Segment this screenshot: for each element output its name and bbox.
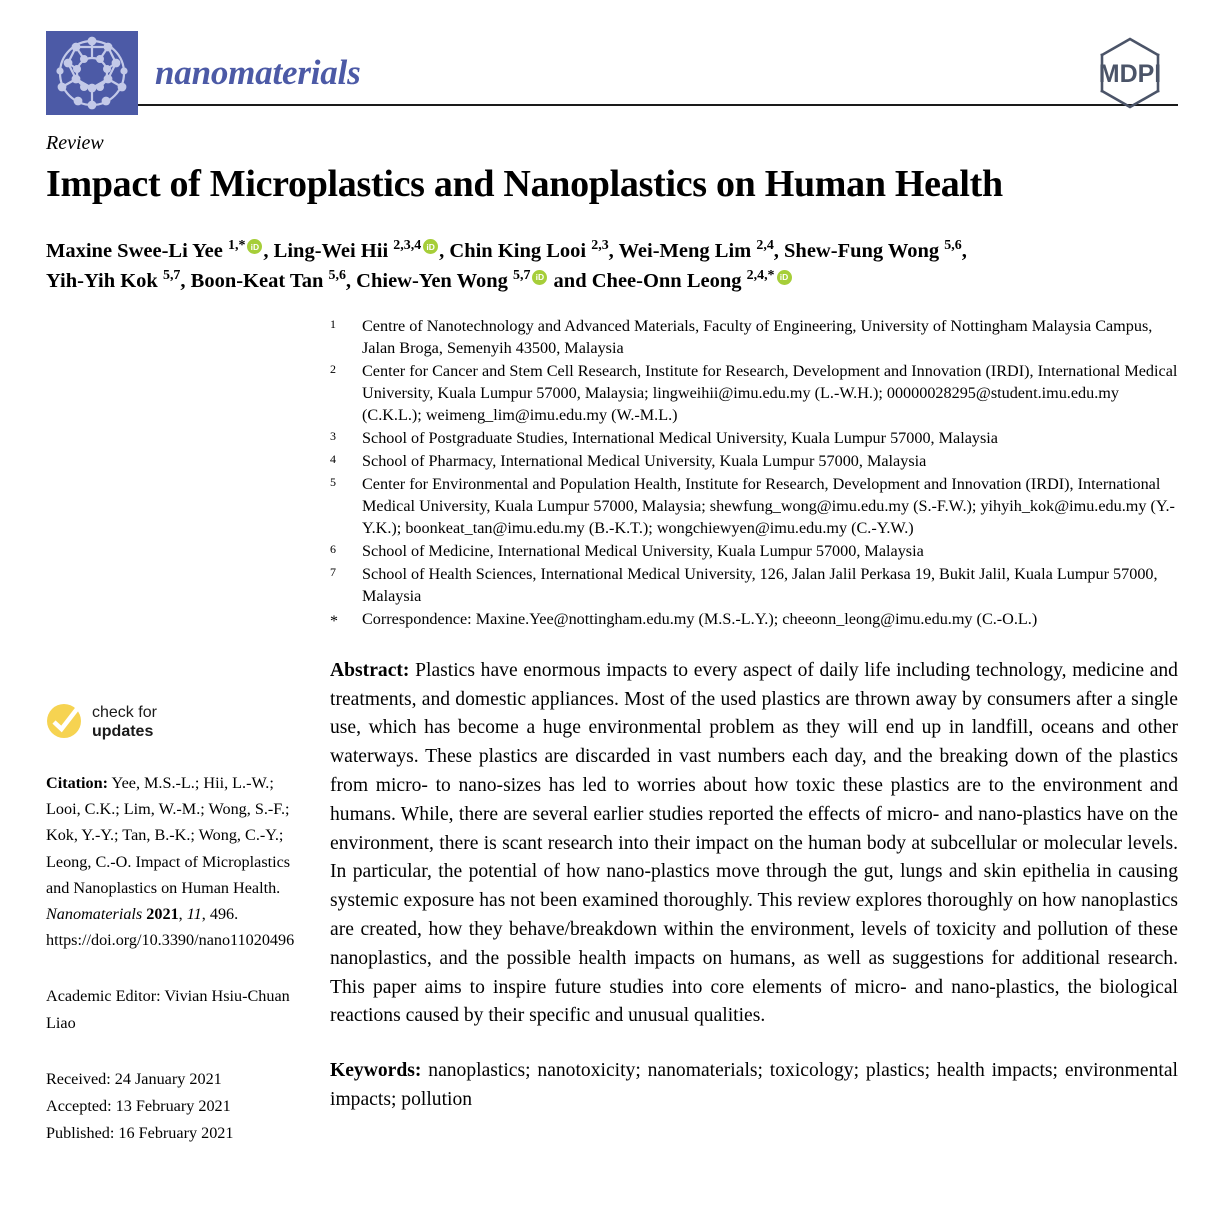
author-separator: , xyxy=(608,239,619,262)
citation-year: 2021 xyxy=(146,904,179,923)
author-separator: , xyxy=(345,269,357,292)
keywords-text: nanoplastics; nanotoxicity; nanomaterials; toxicology; plastics; health impacts; environmental impacts; pollution xyxy=(330,1060,1178,1110)
affiliation-text: Center for Environmental and Population Health, Institute for Research, Development and Innovation (IRDI), International Medical University, Kuala Lumpur 57000, Malaysia; shewfung_wong@imu.edu.my (S.-F.W.); yihyih_kok@imu.edu.my (Y.-Y.K.); boonkeat_tan@imu.edu.my (B.-K.T.); wongchiewyen@imu.edu.my (C.-Y.W.) xyxy=(362,474,1175,537)
citation-article-number: 496. xyxy=(209,904,239,923)
citation-block: Citation: Yee, M.S.-L.; Hii, L.-W.; Looi, C.K.; Lim, W.-M.; Wong, S.-F.; Kok, Y.-Y.; Tan, B.-K.; Wong, C.-Y.; Leong, C.-O. Impact of Microplastics and Nanoplastics on Human Health. Nanomaterials 2021, 11, 496. https://doi.org/10.3390/nano11020496 xyxy=(46,773,295,950)
article-sidebar xyxy=(46,657,314,1148)
author-separator: and xyxy=(548,269,592,292)
abstract-section xyxy=(330,657,1178,1031)
author-affiliation-marker: 5,7 xyxy=(513,268,531,284)
author-name: Shew-Fung Wong xyxy=(784,239,945,262)
affiliation-row xyxy=(330,540,1178,562)
crossmark-updates-badge[interactable] xyxy=(46,703,298,744)
orcid-icon[interactable] xyxy=(423,239,438,254)
article-type-label: Review xyxy=(46,132,104,154)
page-title: Impact of Microplastics and Nanoplastics on Human Health xyxy=(46,163,1003,205)
mdpi-publisher-logo xyxy=(1082,33,1178,113)
author-name: Yih-Yih Kok xyxy=(46,269,163,292)
affiliation-text: School of Postgraduate Studies, International Medical University, Kuala Lumpur 57000, Malaysia xyxy=(362,428,998,447)
author-affiliation-marker: 1,* xyxy=(228,237,246,253)
affiliation-marker: 5 xyxy=(330,474,336,489)
author-name: Ling-Wei Hii xyxy=(273,239,394,262)
citation-journal: Nanomaterials xyxy=(46,904,143,923)
date-published: Published: 16 February 2021 xyxy=(46,1124,234,1143)
journal-brand xyxy=(46,31,361,115)
mdpi-logo-text: MDPI xyxy=(1098,60,1162,88)
affiliation-list xyxy=(330,315,1178,633)
orcid-icon[interactable] xyxy=(532,270,547,285)
citation-doi-link[interactable]: https://doi.org/10.3390/nano11020496 xyxy=(46,931,295,950)
author-name: Chee-Onn Leong xyxy=(591,269,747,292)
citation-authors: Yee, M.S.-L.; Hii, L.-W.; Looi, C.K.; Lim, W.-M.; Wong, S.-F.; Kok, Y.-Y.; Tan, B.-K.; Wong, C.-Y.; Leong, C.-O. xyxy=(46,773,290,871)
author-name: Chiew-Yen Wong xyxy=(356,269,513,292)
author-affiliation-marker: 2,3 xyxy=(591,237,609,253)
affiliation-marker: 6 xyxy=(330,541,336,556)
affiliation-text: School of Pharmacy, International Medical University, Kuala Lumpur 57000, Malaysia xyxy=(362,451,927,470)
author-list xyxy=(46,236,1178,297)
affiliation-text: Correspondence: Maxine.Yee@nottingham.edu.my (M.S.-L.Y.); cheeonn_leong@imu.edu.my (C.-O.L.) xyxy=(362,610,1038,629)
author-separator: , xyxy=(961,239,967,262)
citation-title: Impact of Microplastics and Nanoplastics on Human Health. xyxy=(46,852,291,897)
author-name: Boon-Keat Tan xyxy=(190,269,329,292)
affiliation-marker: 2 xyxy=(330,361,336,376)
page-header xyxy=(46,0,1178,96)
author-affiliation-marker: 2,4 xyxy=(756,237,774,253)
author-affiliation-marker: 5,7 xyxy=(162,268,181,284)
author-line-2 xyxy=(46,266,1178,297)
affiliation-text: School of Health Sciences, International Medical University, 126, Jalan Jalil Perkasa 19, Bukit Jalil, Kuala Lumpur 57000, Malaysia xyxy=(362,564,1158,606)
author-separator: , xyxy=(439,239,450,262)
journal-title: nanomaterials xyxy=(155,53,361,92)
author-separator: , xyxy=(773,239,785,262)
affiliation-row xyxy=(330,360,1178,426)
updates-badge-line1: check for xyxy=(92,704,157,722)
affiliation-marker: 7 xyxy=(330,564,336,579)
affiliation-text: Centre of Nanotechnology and Advanced Materials, Faculty of Engineering, University of Nottingham Malaysia Campus, Jalan Broga, Semenyih 43500, Malaysia xyxy=(362,316,1153,357)
affiliation-marker: 4 xyxy=(330,451,336,466)
affiliation-marker: * xyxy=(330,613,338,631)
title-block xyxy=(46,132,1178,206)
updates-badge-text xyxy=(92,704,157,742)
affiliation-row xyxy=(330,563,1178,607)
affiliation-row xyxy=(330,315,1178,359)
affiliation-marker: 1 xyxy=(330,316,336,331)
author-line-1 xyxy=(46,236,1178,267)
affiliation-text: School of Medicine, International Medical University, Kuala Lumpur 57000, Malaysia xyxy=(362,541,924,560)
author-affiliation-marker: 5,6 xyxy=(944,237,962,253)
orcid-icon[interactable] xyxy=(247,239,262,254)
orcid-icon[interactable] xyxy=(777,270,792,285)
affiliation-row xyxy=(330,473,1178,539)
author-name: Wei-Meng Lim xyxy=(618,239,757,262)
citation-volume: 11 xyxy=(186,904,202,923)
abstract-text: Plastics have enormous impacts to every aspect of daily life including technology, medicine and treatments, and domestic appliances. Most of the used plastics are thrown away by consumers after a single use, which has become a huge environmental problem as they will end up in landfill, oceans and other waterways. These plastics are discarded in vast numbers each day, and the breaking down of the plastics from micro- to nano-sizes has led to worries about how toxic these plastics are to the environment and humans. While, there are several earlier studies reported the effects of micro- and nano-plastics have on the environment, there is scant research into their impact on the human body at subcellular or molecular levels. In particular, the potential of how nano-plastics move through the gut, lungs and skin epithelia in causing systemic exposure has not been examined thoroughly. This review explores thoroughly on how nanoplastics are created, how they behave/breakdown within the environment, levels of toxicity and pollution of these nanoplastics, and the possible health impacts on humans, as well as suggestions for additional research. This paper aims to inspire future studies into core elements of micro- and nano-plastics, the biological reactions caused by their specific and unusual qualities. xyxy=(330,659,1178,1027)
author-affiliation-marker: 2,3,4 xyxy=(393,237,422,253)
updates-badge-line2: updates xyxy=(92,723,154,741)
affiliation-text: Center for Cancer and Stem Cell Research, Institute for Research, Development and Innovation (IRDI), International Medical University, Kuala Lumpur 57000, Malaysia; lingweihii@imu.edu.my (L.-W.H.); 00000028295@student.imu.edu.my (C.K.L.); weimeng_lim@imu.edu.my (W.-M.L.) xyxy=(362,361,1178,424)
author-affiliation-marker: 2,4,* xyxy=(746,268,775,284)
affiliation-marker: 3 xyxy=(330,428,336,443)
publication-dates xyxy=(46,1066,298,1147)
affiliation-row xyxy=(330,427,1178,449)
author-separator: , xyxy=(263,239,274,262)
affiliation-row xyxy=(330,608,1178,633)
author-separator: , xyxy=(180,269,191,292)
affiliation-row xyxy=(330,450,1178,472)
keywords-section xyxy=(330,1057,1178,1115)
author-affiliation-marker: 5,6 xyxy=(328,268,346,284)
keywords-label: Keywords: xyxy=(330,1060,422,1082)
abstract-label: Abstract: xyxy=(330,659,410,681)
author-name: Chin King Looi xyxy=(449,239,592,262)
date-accepted: Accepted: 13 February 2021 xyxy=(46,1097,231,1116)
academic-editor: Academic Editor: Vivian Hsiu-Chuan Liao xyxy=(46,987,290,1032)
author-name: Maxine Swee-Li Yee xyxy=(46,239,228,262)
check-circle-icon xyxy=(46,703,82,744)
date-received: Received: 24 January 2021 xyxy=(46,1069,222,1088)
citation-label: Citation: xyxy=(46,773,109,792)
article-main-column xyxy=(314,657,1178,1115)
article-body xyxy=(46,657,1178,1148)
fullerene-molecule-icon xyxy=(46,31,138,115)
